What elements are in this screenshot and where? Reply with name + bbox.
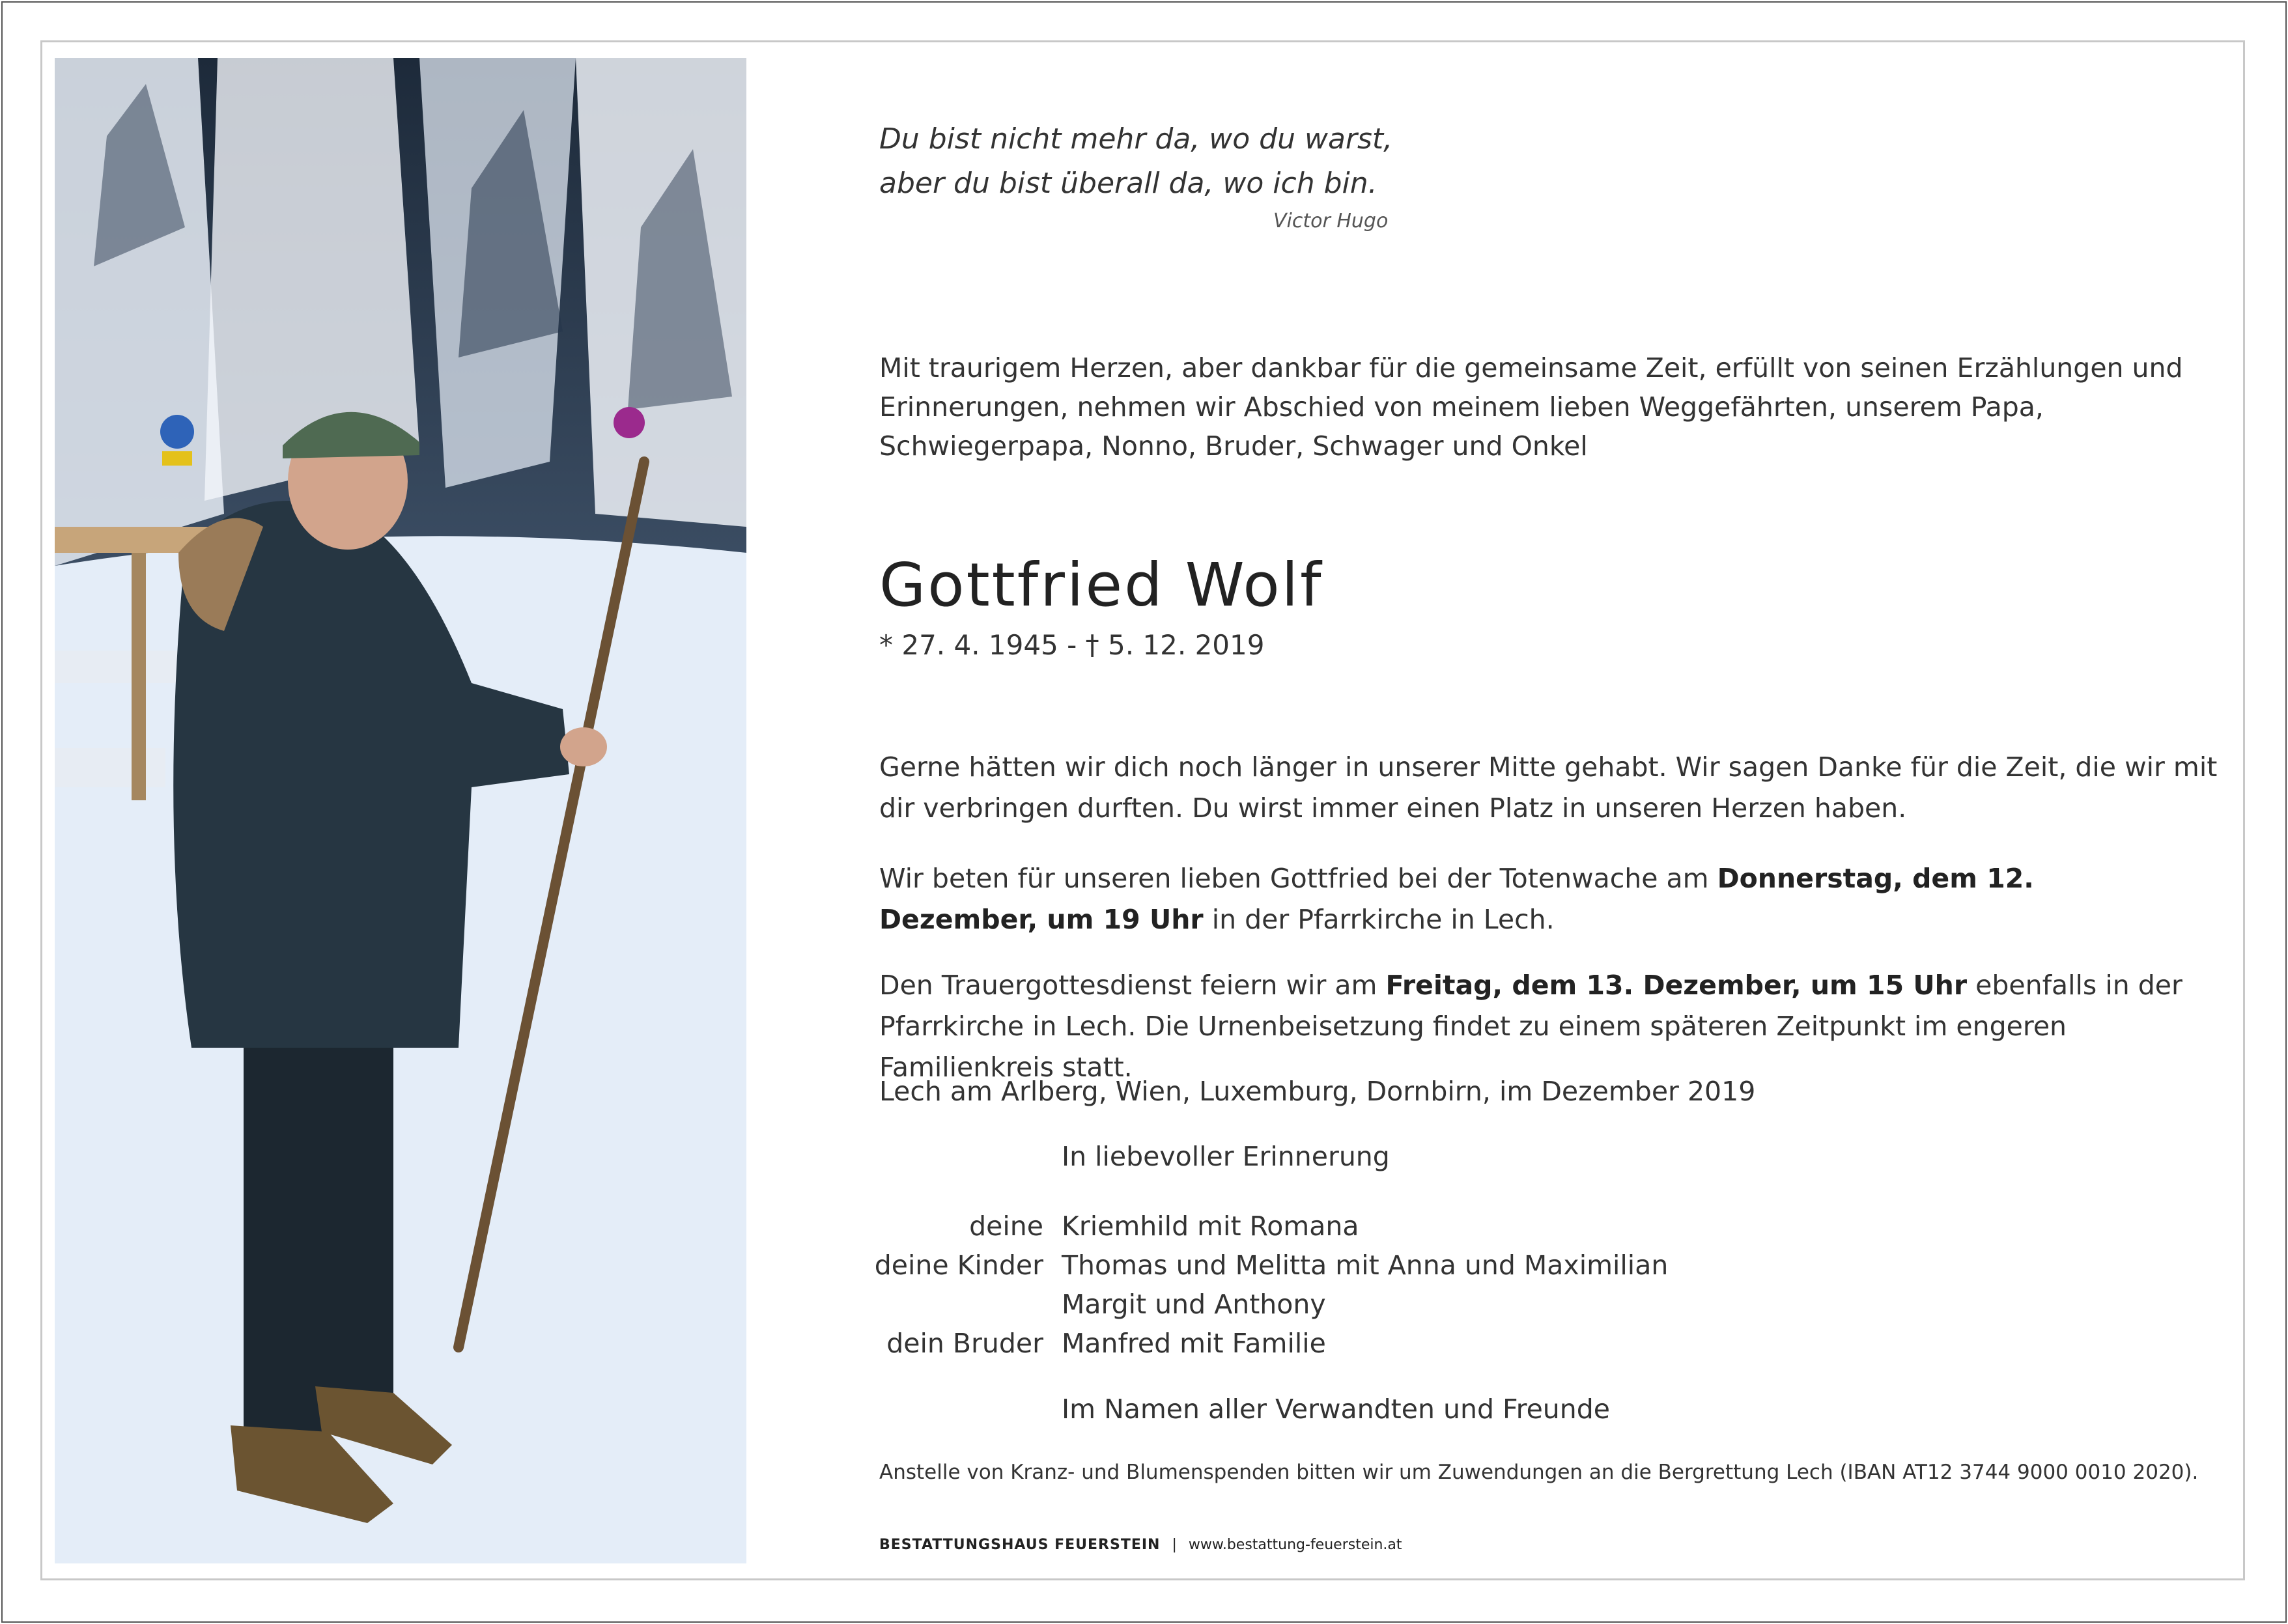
relative-names: Manfred mit Familie	[1062, 1328, 1326, 1359]
wake-paragraph: Wir beten für unseren lieben Gottfried bei der Totenwache am Donnerstag, dem 12. Dezember, um 19 Uhr in der Pfarrkirche in Lech.	[879, 863, 2034, 935]
funeral-home-name: BESTATTUNGSHAUS FEUERSTEIN	[879, 1537, 1161, 1553]
quote-line-1: Du bist nicht mehr da, wo du warst,	[879, 122, 1393, 156]
intro-text: Mit traurigem Herzen, aber dankbar für die gemeinsame Zeit, erfüllt von seinen Erzählungen und Erinnerungen, nehmen wir Abschied von meinem lieben Weggefährten, unserem Papa, Schwiegerpapa, Nonno, Bruder, Schwager und Onkel	[879, 352, 2183, 462]
footer-separator: |	[1172, 1537, 1177, 1553]
relative-names: Margit und Anthony	[1062, 1289, 1326, 1320]
relative-row	[873, 1207, 1668, 1246]
portrait-photo	[55, 58, 746, 1563]
wake-date: Donnerstag, dem 12. Dezember, um 19 Uhr	[879, 863, 2034, 935]
quote-author: Victor Hugo	[1273, 210, 1389, 232]
funeral-date: Freitag, dem 13. Dezember, um 15 Uhr	[1385, 970, 1968, 1001]
funeral-paragraph: Den Trauergottesdienst feiern wir am Freitag, dem 13. Dezember, um 15 Uhr ebenfalls in der Pfarrkirche in Lech. Die Urnenbeisetzung findet zu einem späteren Zeitpunkt im engeren Familienkreis statt.	[879, 970, 2182, 1083]
donation-note: Anstelle von Kranz- und Blumenspenden bitten wir um Zuwendungen an die Bergrettung Lech (IBAN AT12 3744 9000 0010 2020).	[879, 1461, 2199, 1484]
deceased-name: Gottfried Wolf	[879, 550, 1323, 620]
closing-line: Im Namen aller Verwandten und Freunde	[1062, 1393, 1611, 1425]
relative-label: deine	[969, 1211, 1043, 1242]
footer	[879, 1537, 1402, 1553]
website-link[interactable]: www.bestattung-feuerstein.at	[1188, 1537, 1402, 1553]
gratitude-paragraph: Gerne hätten wir dich noch länger in unserer Mitte gehabt. Wir sagen Danke für die Zeit, die wir mit dir verbringen durften. Du wirst immer einen Platz in unseren Herzen haben.	[879, 751, 2218, 824]
relative-label: dein Bruder	[886, 1328, 1043, 1359]
quote-block	[879, 117, 2221, 206]
places-line: Lech am Arlberg, Wien, Luxemburg, Dornbirn, im Dezember 2019	[879, 1076, 1756, 1107]
relatives-list	[873, 1207, 1668, 1363]
relative-row	[873, 1324, 1668, 1363]
life-dates: * 27. 4. 1945 - † 5. 12. 2019	[879, 629, 1265, 661]
relative-names: Kriemhild mit Romana	[1062, 1211, 1359, 1242]
relative-label	[873, 1285, 1062, 1324]
relative-names: Thomas und Melitta mit Anna und Maximilian	[1062, 1250, 1669, 1281]
memory-line: In liebevoller Erinnerung	[1062, 1141, 1390, 1172]
relative-row	[873, 1246, 1668, 1285]
quote-line-2: aber du bist überall da, wo ich bin.	[879, 167, 1377, 200]
relative-label: deine Kinder	[874, 1250, 1043, 1281]
relative-row	[873, 1285, 1668, 1324]
